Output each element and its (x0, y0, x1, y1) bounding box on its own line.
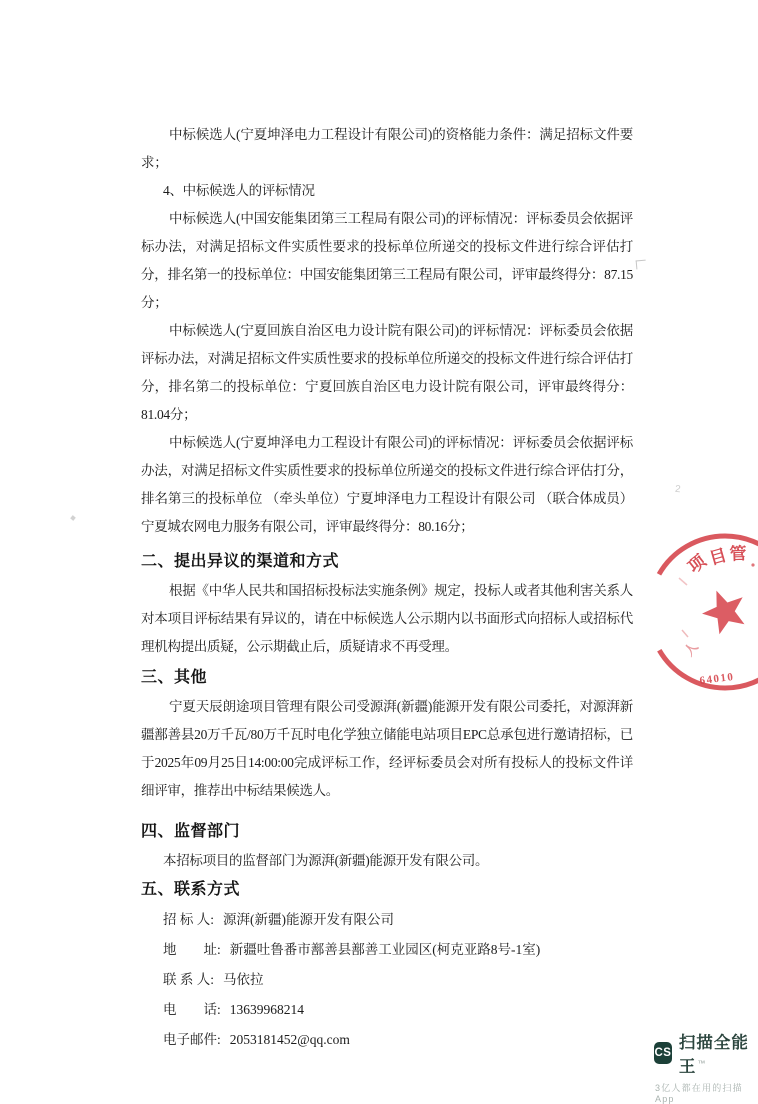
scanned-document-body (141, 121, 633, 1055)
contact-label: 电子邮件: (163, 1032, 221, 1047)
contact-value: 源湃(新疆)能源开发有限公司 (223, 912, 395, 927)
brand-text: 扫描全能王 (678, 1034, 749, 1076)
contact-list (141, 905, 633, 1055)
paragraph-objection: 根据《中华人民共和国招标投标法实施条例》规定，投标人或者其他利害关系人对本项目评标结果有异议的，请在中标候选人公示期内以书面形式向招标人或招标代理机构提出质疑，公示期截止后，质疑请求不再受理。 (141, 583, 633, 654)
scan-artifact (70, 515, 76, 521)
section-heading-supervision: 四、监督部门 (141, 823, 241, 840)
contact-label: 招 标 人: (163, 912, 215, 927)
contact-row-address (141, 935, 633, 965)
paragraph-eval-second: 中标候选人(宁夏回族自治区电力设计院有限公司)的评标情况：评标委员会依据评标办法，对满足招标文件实质性要求的投标单位所递交的投标文件进行综合评估打分，排名第二的投标单位：宁夏回族自治区电力设计院有限公司，评审最终得分：81.04分； (141, 323, 633, 422)
contact-value: 新疆吐鲁番市鄯善县鄯善工业园区(柯克亚路8号-1室) (229, 942, 541, 957)
section-heading-objection: 二、提出异议的渠道和方式 (141, 553, 340, 570)
stamp-fragment-stroke (679, 578, 687, 585)
contact-value: 马依拉 (223, 972, 264, 987)
contact-label: 联 系 人: (163, 972, 215, 987)
stamp-fragment-char: 人 (681, 639, 701, 659)
contact-row-phone (141, 995, 633, 1025)
paragraph-qualification: 中标候选人(宁夏坤泽电力工程设计有限公司)的资格能力条件：满足招标文件要求； (141, 127, 633, 170)
stamp-dot (751, 563, 754, 566)
scan-artifact: 2 (674, 483, 682, 496)
contact-row-bidder (141, 905, 633, 935)
scan-artifact (636, 260, 647, 270)
section-heading-other: 三、其他 (141, 669, 208, 686)
camscanner-watermark (654, 1029, 758, 1104)
paragraph-eval-third: 中标候选人(宁夏坤泽电力工程设计有限公司)的评标情况：评标委员会依据评标办法，对满足招标文件实质性要求的投标单位所递交的投标文件进行综合评估打分，排名第三的投标单位 （牵头单位）宁夏坤泽电力工程设计有限公司 （联合体成员）宁夏城农网电力服务有限公司，评审最终得分：80.16分； (141, 435, 633, 534)
contact-value: 2053181452@qq.com (229, 1032, 350, 1047)
section-heading-contact: 五、联系方式 (141, 881, 241, 898)
contact-row-person (141, 965, 633, 995)
paragraph-supervision: 本招标项目的监督部门为源湃(新疆)能源开发有限公司。 (163, 853, 489, 868)
list-item-4-heading: 4、中标候选人的评标情况 (163, 183, 315, 198)
red-seal-stamp-icon (625, 512, 758, 712)
trademark-symbol: ™ (697, 1058, 707, 1068)
contact-label: 电 话: (163, 1002, 221, 1017)
stamp-star-icon (696, 582, 752, 637)
contact-row-email (141, 1025, 633, 1055)
contact-label: 地 址: (163, 942, 221, 957)
paragraph-other: 宁夏天辰朗途项目管理有限公司受源湃(新疆)能源开发有限公司委托，对源湃新疆鄯善县20万千瓦/80万千瓦时电化学独立储能电站项目EPC总承包进行邀请招标，已于2025年09月25日14:00:00完成评标工作，经评标委员会对所有投标人的投标文件详细评审，推荐出中标结果候选人。 (141, 699, 633, 798)
paragraph-eval-first: 中标候选人(中国安能集团第三工程局有限公司)的评标情况：评标委员会依据评标办法，对满足招标文件实质性要求的投标单位所递交的投标文件进行综合评估打分，排名第一的投标单位：中国安能集团第三工程局有限公司，评审最终得分：87.15分； (141, 211, 633, 310)
stamp-serial-number: 64010 (698, 670, 736, 688)
stamp-arc-char: 目 (707, 545, 729, 569)
camscanner-tagline: 3亿人都在用的扫描App (655, 1083, 743, 1104)
stamp-fragment-stroke (682, 630, 688, 637)
stamp-arc-char: 管 (729, 544, 747, 564)
contact-value: 13639968214 (229, 1002, 305, 1017)
stamp-arc-char: 项 (684, 551, 710, 577)
camscanner-cs-logo-icon: CS (654, 1042, 672, 1064)
